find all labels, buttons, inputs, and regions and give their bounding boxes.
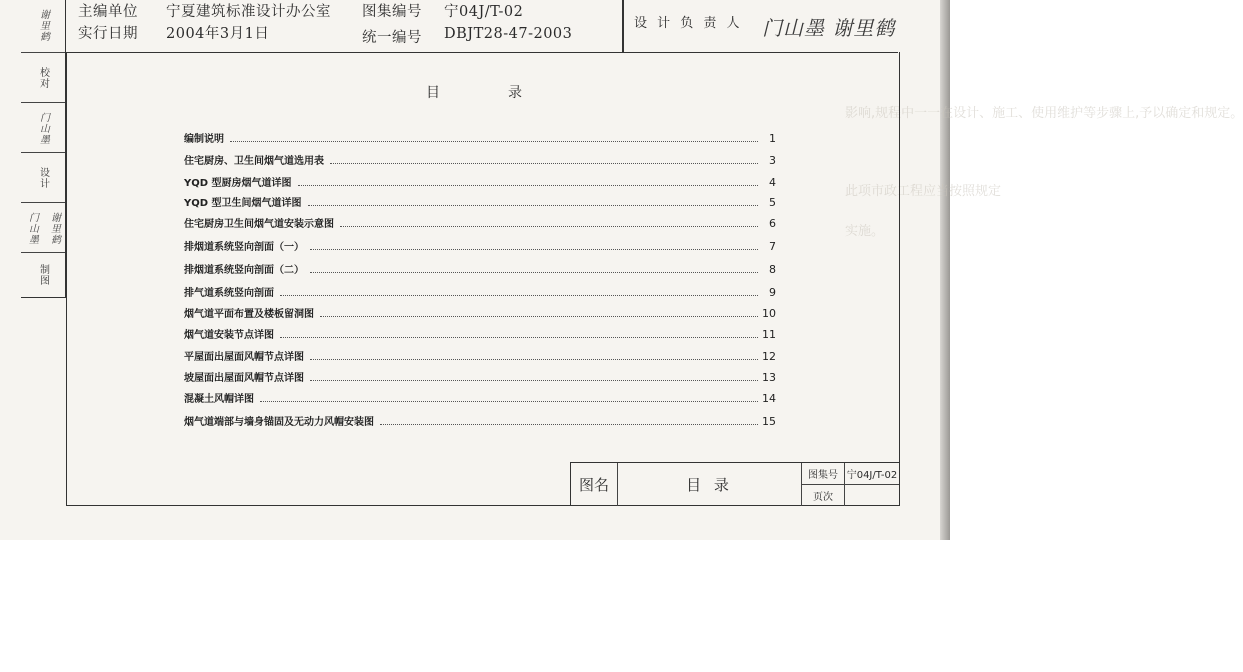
toc-leader-dots <box>310 249 758 250</box>
drawing-frame <box>66 52 900 506</box>
strip-cell-design-sig <box>21 202 65 253</box>
toc-entry-page: 15 <box>762 415 776 428</box>
toc-row <box>184 127 776 145</box>
toc-leader-dots <box>308 205 758 206</box>
toc-entry-label: 烟气道安装节点详图 <box>184 330 274 341</box>
toc-leader-dots <box>280 295 758 296</box>
strip-cell-check <box>21 52 65 103</box>
toc-entry-page: 3 <box>769 154 776 167</box>
drawing-name-value: 目 录 <box>686 476 733 494</box>
toc-title: 目录 <box>426 85 590 101</box>
atlas-number-label: 图集编号 <box>362 4 422 20</box>
toc-leader-dots <box>330 163 758 164</box>
scan-edge-shadow <box>940 0 950 540</box>
toc-row <box>184 302 776 320</box>
toc-entry-page: 6 <box>769 217 776 230</box>
page-label: 页次 <box>813 492 833 503</box>
toc-entry-page: 7 <box>769 240 776 253</box>
toc-row <box>184 258 776 276</box>
toc-entry-page: 4 <box>769 176 776 189</box>
sheet-header <box>66 0 898 53</box>
strip-cell-draw <box>21 252 65 297</box>
toc-leader-dots <box>260 401 758 402</box>
date-value: 2004年3月1日 <box>166 26 270 42</box>
toc-row <box>184 171 776 189</box>
toc-entry-label: YQD 型厨房烟气道详图 <box>184 178 292 189</box>
toc-row <box>184 323 776 341</box>
toc-row <box>184 191 776 209</box>
toc-leader-dots <box>310 380 758 381</box>
date-label: 实行日期 <box>78 26 138 42</box>
toc-row <box>184 366 776 384</box>
toc-row <box>184 410 776 428</box>
toc-row <box>184 149 776 167</box>
atlas-no-label: 图集号 <box>808 470 838 481</box>
toc-row <box>184 281 776 299</box>
toc-leader-dots <box>340 226 758 227</box>
toc-leader-dots <box>310 359 758 360</box>
strip-cell-check-sig <box>21 102 65 153</box>
ghost-text-3: 实施。 <box>845 224 885 239</box>
strip-cell-design <box>21 152 65 203</box>
strip-check-signature: 门山墨 <box>37 111 49 145</box>
unified-number-label: 统一编号 <box>362 30 422 46</box>
design-head-signature: 门山墨 谢里鹤 <box>762 16 896 40</box>
ghost-text-2: 此项市政工程应当按照规定 <box>845 184 1002 199</box>
toc-leader-dots <box>310 272 758 273</box>
strip-signature-top: 谢里鹤 <box>37 8 49 42</box>
toc-row <box>184 212 776 230</box>
toc-entry-page: 1 <box>769 132 776 145</box>
drawing-name-label: 图名 <box>578 476 609 494</box>
toc-entry-label: 排烟道系统竖向剖面（二） <box>184 265 304 276</box>
toc-leader-dots <box>320 316 758 317</box>
toc-entry-page: 11 <box>762 328 776 341</box>
header-divider <box>622 0 624 52</box>
toc-entry-label: 排气道系统竖向剖面 <box>184 288 274 299</box>
toc-entry-page: 13 <box>762 371 776 384</box>
signature-strip <box>21 0 66 298</box>
toc-leader-dots <box>230 141 758 142</box>
strip-draw-label: 制图 <box>37 264 49 286</box>
design-head-label: 设 计 负 责 人 <box>634 16 743 31</box>
atlas-no-value: 宁04J/T-02 <box>846 470 898 481</box>
toc-entry-label: 烟气道端部与墙身锚固及无动力风帽安装图 <box>184 417 374 428</box>
toc-entry-page: 8 <box>769 263 776 276</box>
toc-entry-label: 住宅厨房卫生间烟气道安装示意图 <box>184 219 334 230</box>
toc-leader-dots <box>280 337 758 338</box>
strip-design-signature-b: 谢里鹤 <box>48 211 60 245</box>
editor-label: 主编单位 <box>78 4 138 20</box>
toc-entry-page: 10 <box>762 307 776 320</box>
toc-entry-label: 编制说明 <box>184 134 224 145</box>
strip-check-label: 校对 <box>37 67 49 89</box>
toc-entry-page: 14 <box>762 392 776 405</box>
strip-design-label: 设计 <box>37 167 49 189</box>
editor-value: 宁夏建筑标准设计办公室 <box>166 4 331 20</box>
toc-entry-page: 12 <box>762 350 776 363</box>
toc-entry-label: 平屋面出屋面风帽节点详图 <box>184 352 304 363</box>
toc-entry-page: 9 <box>769 286 776 299</box>
toc-entry-label: YQD 型卫生间烟气道详图 <box>184 198 302 209</box>
atlas-number-value: 宁04J/T-02 <box>444 4 524 20</box>
toc-leader-dots <box>380 424 758 425</box>
toc-row <box>184 387 776 405</box>
toc-entry-label: 排烟道系统竖向剖面（一） <box>184 242 304 253</box>
toc-leader-dots <box>298 185 758 186</box>
toc-entry-label: 混凝土风帽详图 <box>184 394 254 405</box>
strip-cell-top <box>21 0 65 51</box>
toc-entry-label: 坡屋面出屋面风帽节点详图 <box>184 373 304 384</box>
ghost-text-1: 影响,规程中一一在设计、施工、使用维护等步骤上,予以确定和规定。 <box>845 106 1243 121</box>
strip-design-signature-a: 门山墨 <box>26 211 38 245</box>
toc-row <box>184 345 776 363</box>
toc-entry-page: 5 <box>769 196 776 209</box>
toc-row <box>184 235 776 253</box>
title-block <box>570 462 899 506</box>
toc-entry-label: 住宅厨房、卫生间烟气道选用表 <box>184 156 324 167</box>
unified-number-value: DBJT28-47-2003 <box>444 26 573 42</box>
toc-entry-label: 烟气道平面布置及楼板留洞图 <box>184 309 314 320</box>
